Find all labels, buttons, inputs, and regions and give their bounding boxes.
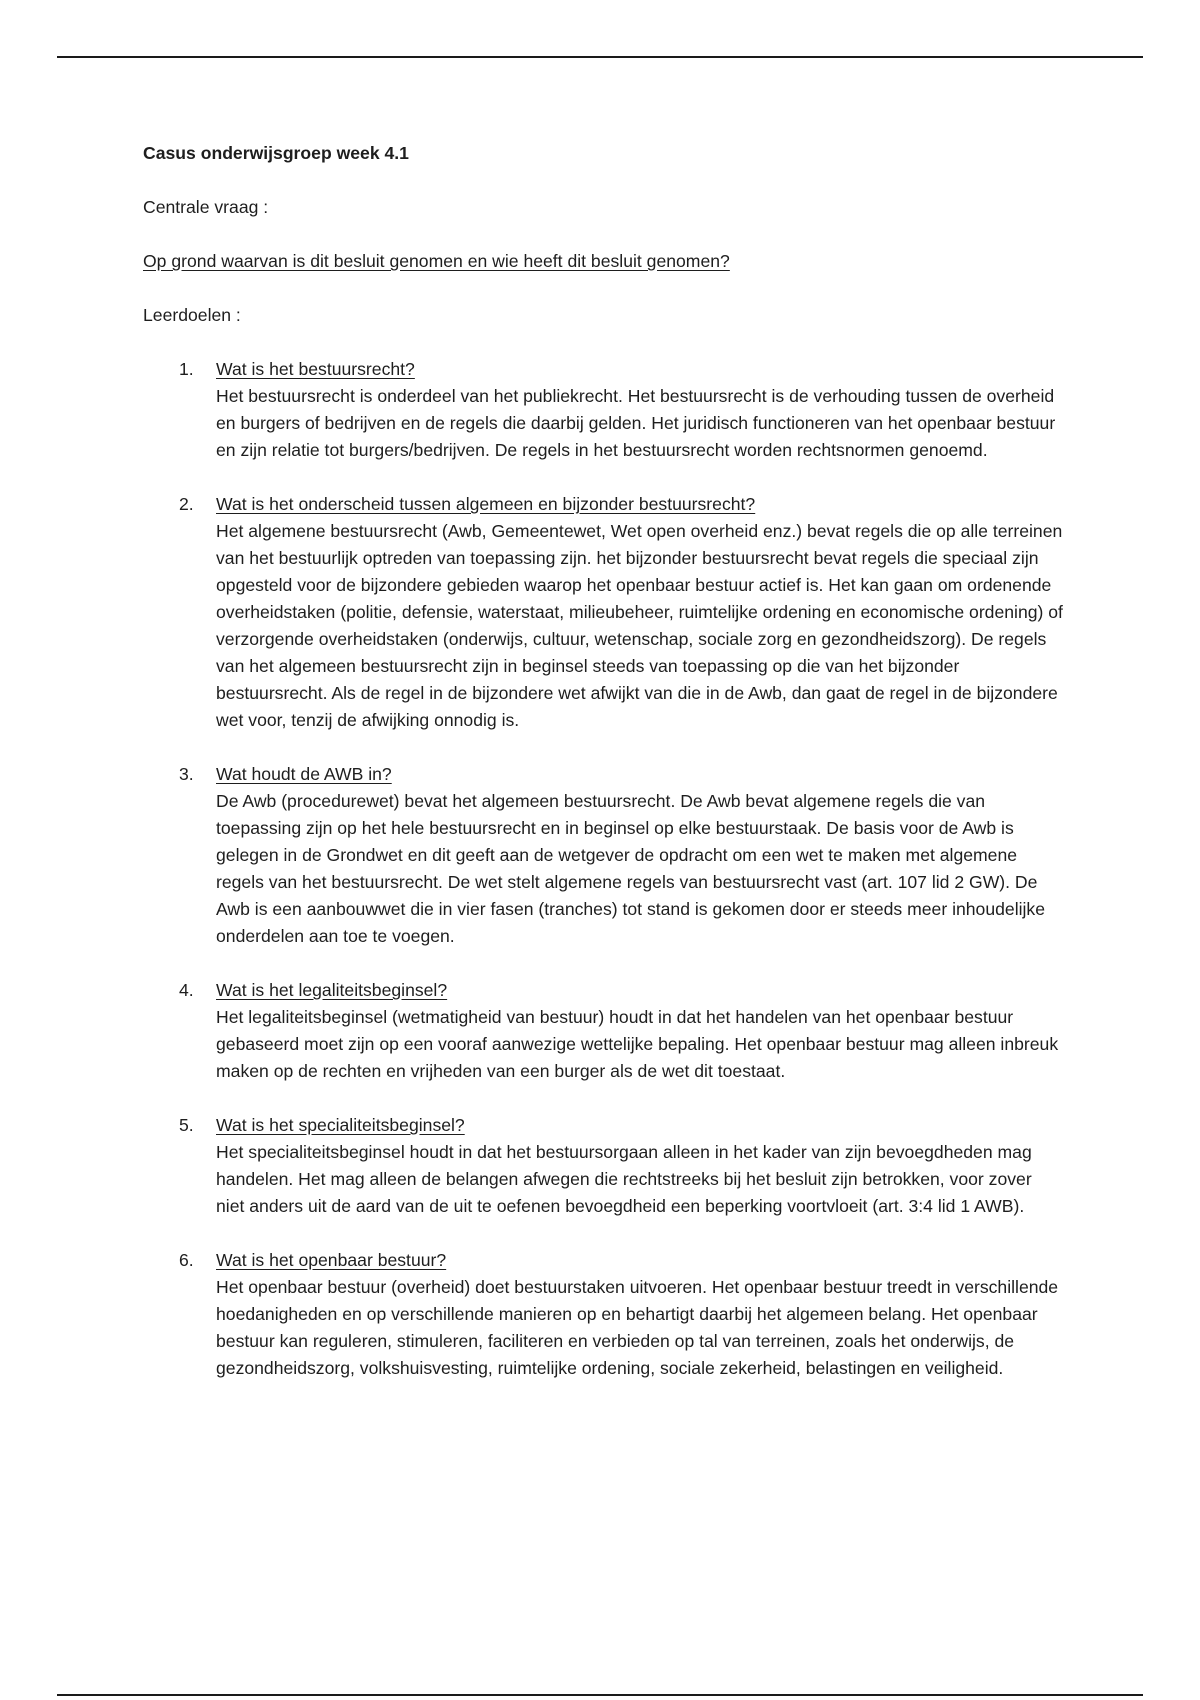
learning-goal-item — [143, 356, 1063, 464]
goal-number: 3. — [179, 764, 194, 784]
goal-question: Wat is het bestuursrecht? — [216, 359, 415, 379]
goal-answer: Het legaliteitsbeginsel (wetmatigheid van bestuur) houdt in dat het handelen van het openbaar bestuur gebaseerd moet zijn op een vooraf aanwezige wettelijke bepaling. Het openbaar bestuur mag alleen inbreuk maken op de rechten en vrijheden van een burger als de wet dit toestaat. — [216, 1007, 1059, 1081]
goal-question: Wat is het specialiteitsbeginsel? — [216, 1115, 465, 1135]
goal-number: 1. — [179, 359, 194, 379]
header-rule — [57, 56, 1143, 58]
learning-goal-item — [143, 977, 1063, 1085]
goal-answer: Het openbaar bestuur (overheid) doet bestuurstaken uitvoeren. Het openbaar bestuur treedt in verschillende hoedanigheden en op verschillende manieren op en behartigt daarbij het algemeen belang. Het openbaar bestuur kan reguleren, stimuleren, faciliteren en verbieden op tal van terreinen, zoals het onderwijs, de gezondheidszorg, volkshuisvesting, ruimtelijke ordening, sociale zekerheid, belastingen en veiligheid. — [216, 1277, 1059, 1378]
goal-number: 2. — [179, 494, 194, 514]
learning-goal-item — [143, 491, 1063, 734]
learning-goal-item — [143, 1112, 1063, 1220]
goal-question: Wat houdt de AWB in? — [216, 764, 392, 784]
goal-answer: Het algemene bestuursrecht (Awb, Gemeentewet, Wet open overheid enz.) bevat regels die op alle terreinen van het bestuurlijk optreden van toepassing zijn. het bijzonder bestuursrecht bevat regels die speciaal zijn opgesteld voor de bijzondere gebieden waarop het openbaar bestuur actief is. Het kan gaan om ordenende overheidstaken (politie, defensie, waterstaat, milieubeheer, ruimtelijke ordening en economische ordening) of verzorgende overheidstaken (onderwijs, cultuur, wetenschap, sociale zorg en gezondheidszorg). De regels van het algemeen bestuursrecht zijn in beginsel steeds van toepassing op die van het bijzonder bestuursrecht. Als de regel in de bijzondere wet afwijkt van die in de Awb, dan gaat de regel in de bijzondere wet voor, tenzij de afwijking onnodig is. — [216, 521, 1063, 730]
goal-number: 4. — [179, 980, 194, 1000]
goal-answer: Het specialiteitsbeginsel houdt in dat het bestuursorgaan alleen in het kader van zijn bevoegdheden mag handelen. Het mag alleen de belangen afwegen die rechtstreeks bij het besluit zijn betrokken, voor zover niet anders uit de aard van de uit te oefenen bevoegdheid een beperking voortvloeit (art. 3:4 lid 1 AWB). — [216, 1142, 1032, 1216]
learning-goal-item — [143, 1247, 1063, 1382]
central-question-label: Centrale vraag : — [143, 197, 269, 217]
learning-goals-list — [143, 356, 1063, 1382]
central-question: Op grond waarvan is dit besluit genomen en wie heeft dit besluit genomen? — [143, 251, 730, 271]
document-page — [143, 140, 1063, 1409]
goal-answer: De Awb (procedurewet) bevat het algemeen bestuursrecht. De Awb bevat algemene regels die van toepassing zijn op het hele bestuursrecht en in beginsel op elke bestuurstaak. De basis voor de Awb is gelegen in de Grondwet en dit geeft aan de wetgever de opdracht om een wet te maken met algemene regels van het bestuursrecht. De wet stelt algemene regels van bestuursrecht vast (art. 107 lid 2 GW). De Awb is een aanbouwwet die in vier fasen (tranches) tot stand is gekomen door er steeds meer inhoudelijke onderdelen aan toe te voegen. — [216, 791, 1046, 946]
goal-number: 5. — [179, 1115, 194, 1135]
goal-question: Wat is het legaliteitsbeginsel? — [216, 980, 448, 1000]
document-title: Casus onderwijsgroep week 4.1 — [143, 143, 409, 163]
learning-goals-label: Leerdoelen : — [143, 305, 241, 325]
footer-rule — [57, 1694, 1143, 1696]
goal-question: Wat is het onderscheid tussen algemeen en bijzonder bestuursrecht? — [216, 494, 756, 514]
goal-question: Wat is het openbaar bestuur? — [216, 1250, 447, 1270]
learning-goal-item — [143, 761, 1063, 950]
goal-number: 6. — [179, 1250, 194, 1270]
goal-answer: Het bestuursrecht is onderdeel van het publiekrecht. Het bestuursrecht is de verhouding tussen de overheid en burgers of bedrijven en de regels die daarbij gelden. Het juridisch functioneren van het openbaar bestuur en zijn relatie tot burgers/bedrijven. De regels in het bestuursrecht worden rechtsnormen genoemd. — [216, 386, 1056, 460]
